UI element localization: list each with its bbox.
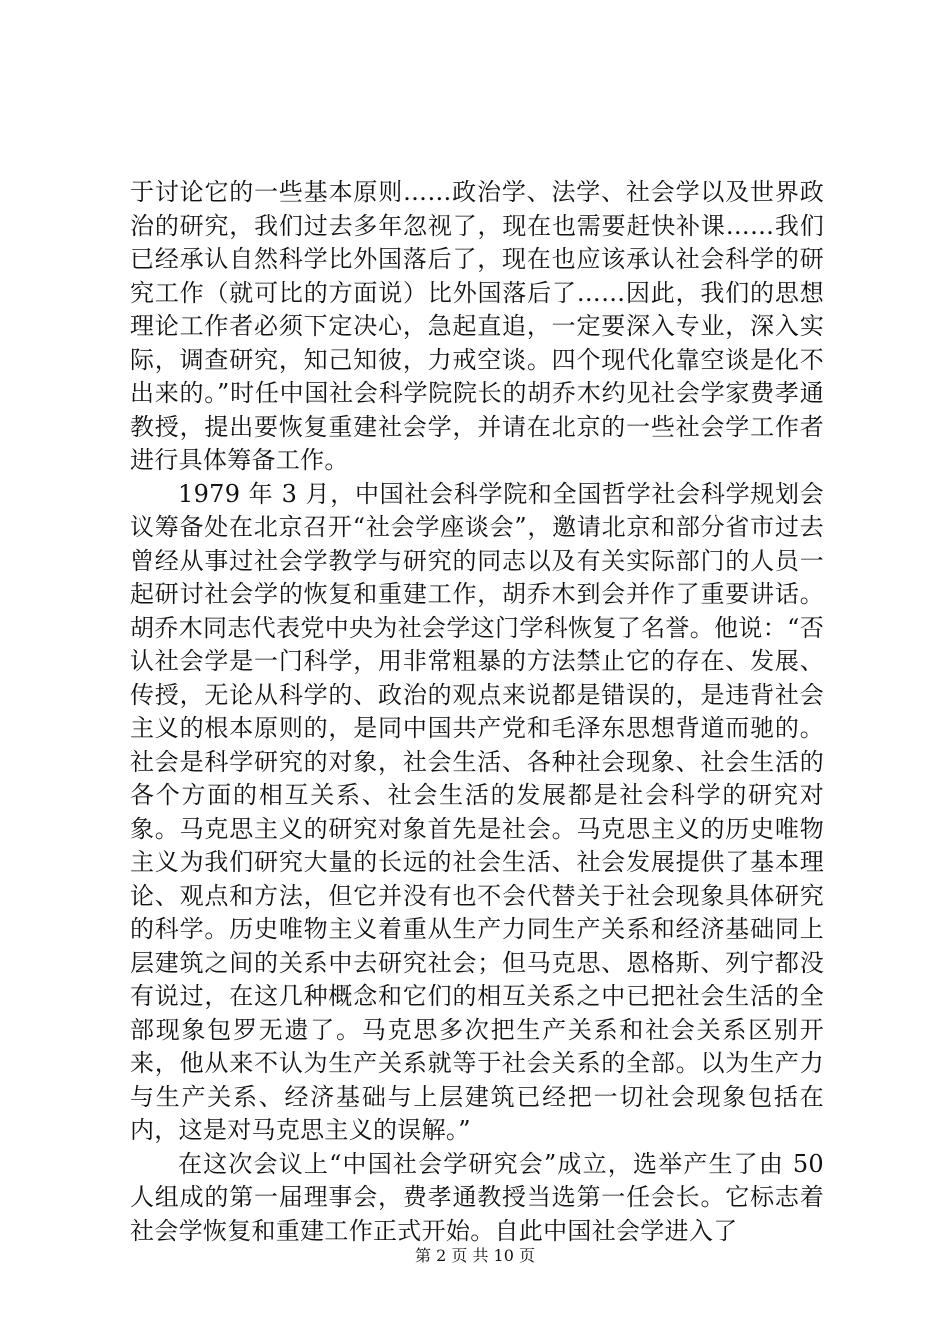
paragraph-research-society: 在这次会议上“中国社会学研究会”成立，选举产生了由 50 人组成的第一届理事会，费孝通教授当选第一任会长。它标志着社会学恢复和重建工作正式开始。自此中国社会学进入了 bbox=[130, 1149, 824, 1245]
body-text bbox=[130, 176, 824, 1248]
paragraph-1979-meeting: 1979 年 3 月，中国社会科学院和全国哲学社会科学规划会议筹备处在北京召开“社会学座谈会”，邀请北京和部分省市过去曾经从事过社会学教学与研究的同志以及有关实际部门的人员一起研讨社会学的恢复和重建工作，胡乔木到会并作了重要讲话。胡乔木同志代表党中央为社会学这门学科恢复了名誉。他说：“否认社会学是一门科学，用非常粗暴的方法禁止它的存在、发展、传授，无论从科学的、政治的观点来说都是错误的，是违背社会主义的根本原则的，是同中国共产党和毛泽东思想背道而驰的。社会是科学研究的对象，社会生活、各种社会现象、社会生活的各个方面的相互关系、社会生活的发展都是社会科学的研究对象。马克思主义的研究对象首先是社会。马克思主义的历史唯物主义为我们研究大量的长远的社会生活、社会发展提供了基本理论、观点和方法，但它并没有也不会代替关于社会现象具体研究的科学。历史唯物主义着重从生产力同生产关系和经济基础同上层建筑之间的关系中去研究社会；但马克思、恩格斯、列宁都没有说过，在这几种概念和它们的相互关系之中已把社会生活的全部现象包罗无遗了。马克思多次把生产关系和社会关系区别开来，他从来不认为生产关系就等于社会关系的全部。以为生产力与生产关系、经济基础与上层建筑已经把一切社会现象包括在内，这是对马克思主义的误解。” bbox=[130, 479, 824, 1144]
paragraph-continuation: 于讨论它的一些基本原则……政治学、法学、社会学以及世界政治的研究，我们过去多年忽视了，现在也需要赶快补课……我们已经承认自然科学比外国落后了，现在也应该承认社会科学的研究工作（就可比的方面说）比外国落后了……因此，我们的思想理论工作者必须下定决心，急起直追，一定要深入专业，深入实际，调查研究，知己知彼，力戒空谈。四个现代化靠空谈是化不出来的。”时任中国社会科学院院长的胡乔木约见社会学家费孝通教授，提出要恢复重建社会学，并请在北京的一些社会学工作者进行具体筹备工作。 bbox=[130, 178, 824, 474]
page-footer: 第 2 页 共 10 页 bbox=[415, 1246, 535, 1265]
